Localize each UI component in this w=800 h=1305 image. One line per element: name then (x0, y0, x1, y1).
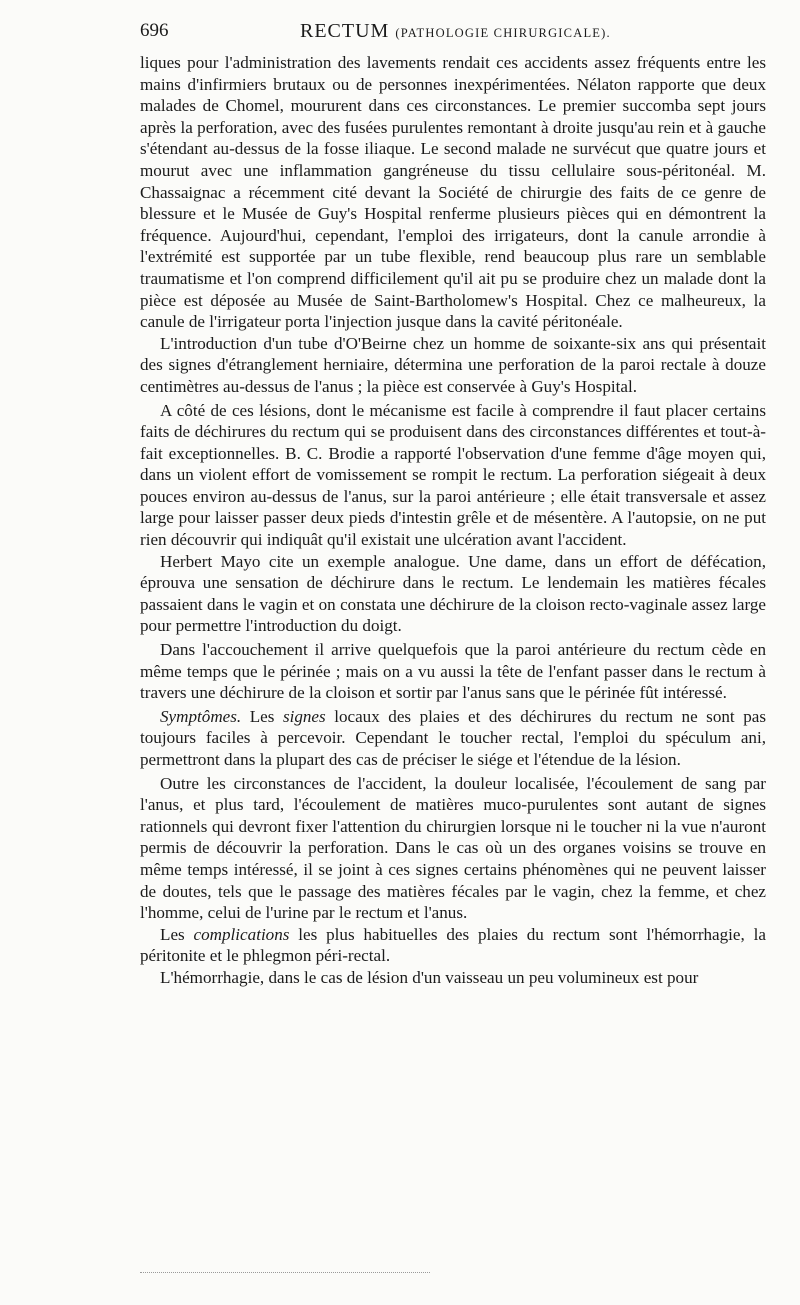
paragraph: L'introduction d'un tube d'O'Beirne chez un homme de soixante-six ans qui présentait des signes d'étranglement herniaire, détermina une perforation de la paroi rectale à douze centimètres au-dessus de l'anus ; la pièce est conservée à Guy's Hospital. (140, 333, 766, 396)
emphasis-signes: signes (282, 706, 326, 726)
paragraph-symptomes (140, 706, 766, 771)
running-header (140, 20, 780, 46)
page-number: 696 (140, 20, 169, 41)
section-heading-symptomes: Symptômes. (160, 706, 242, 726)
paragraph: Outre les circonstances de l'accident, la douleur localisée, l'écoulement de sang par l'anus, et plus tard, l'écoulement de matières muco-purulentes sont autant de signes rationnels qui devront fixer l'attention du chirurgien lorsque ni le toucher ni la vue n'auront permis de découvrir la perforation. Dans le cas où un des organes voisins se trouve en même temps intéressé, il se joint à ces signes certains phénomènes qui ne peuvent laisser de doutes, tels que le passage des matières fécales par le vagin, chez la femme, et chez l'homme, celui de l'urine par le rectum et l'anus. (140, 773, 766, 923)
paragraph: Dans l'accouchement il arrive quelquefois que la paroi antérieure du rectum cède en même temps que le périnée ; mais on a vu aussi la tête de l'enfant passer dans le rectum à travers une déchirure de la cloison et sortir par l'anus sans que le périnée fût intéressé. (140, 640, 766, 703)
footer-rule (140, 1272, 430, 1273)
paragraph: A côté de ces lésions, dont le mécanisme est facile à comprendre il faut placer certains faits de déchirures du rectum qui se produisent dans des circonstances différentes et tout-à-fait exceptionnelles. B. C. Brodie a rapporté l'observation d'une femme d'âge moyen qui, dans un violent effort de vomissement se rompit le rectum. La perforation siégeait à deux pouces environ au-dessus de l'anus, sur la paroi antérieure ; elle était transversale et assez large pour laisser passer deux pieds d'intestin grêle et de mésentère. A l'autopsie, on ne put rien découvrir qui indiquât qu'il existait une ulcération avant l'accident. (140, 400, 766, 550)
running-title-main: RECTUM (300, 20, 390, 42)
paragraph-text: Les (241, 706, 283, 726)
paragraph-text: Les (160, 924, 194, 944)
body-text (140, 52, 766, 989)
paragraph: L'hémorrhagie, dans le cas de lésion d'un vaisseau un peu volumineux est pour (160, 967, 699, 987)
paragraph: Herbert Mayo cite un exemple analogue. Une dame, dans un effort de défécation, éprouva une sensation de déchirure dans le rectum. Le lendemain les matières fécales passaient dans le vagin et on constata une déchirure de la cloison recto-vaginale assez large pour permettre l'introduction du doigt. (140, 551, 766, 636)
paragraph-text: locaux des plaies et des déchirures du rectum ne sont pas toujours faciles à percevoir. Cependant le toucher rectal, l'emploi du spéculum ani, permettront dans la plupart des cas de préciser le siége et l'étendue de la lésion. (140, 706, 766, 769)
running-title-subtitle: (PATHOLOGIE CHIRURGICALE). (395, 26, 611, 40)
paragraph-text: les plus habituelles des plaies du rectum sont l'hémorrhagie, la péritonite et le phlegmon péri-rectal. (140, 924, 766, 966)
paragraph-complications (140, 924, 766, 967)
running-title (300, 20, 611, 43)
emphasis-complications: complications (193, 924, 290, 944)
paragraph: liques pour l'administration des lavements rendait ces accidents assez fréquents entre les mains d'infirmiers brutaux ou de personnes inexpérimentées. Nélaton rapporte que deux malades de Chomel, moururent dans ces circonstances. Le premier succomba sept jours après la perforation, avec des fusées purulentes remontant à droite jusqu'au rein et à gauche s'étendant au-dessus de la fosse iliaque. Le second malade ne survécut que quatre jours et mourut avec une inflammation gangréneuse du tissu cellulaire sous-péritonéal. M. Chassaignac a récemment cité devant la Société de chirurgie des faits de ce genre de blessure et le Musée de Guy's Hospital renferme plusieurs pièces qui en démontrent la fréquence. Aujourd'hui, cependant, l'emploi des irrigateurs, dont la canule arrondie à l'extrémité est supportée par un tube flexible, rend beaucoup plus rare un semblable traumatisme et l'on comprend difficilement qu'il ait pu se produire chez un malade dont la pièce est déposée au Musée de Saint-Bartholomew's Hospital. Chez ce malheureux, la canule de l'irrigateur porta l'injection jusque dans la cavité péritonéale. (140, 53, 766, 332)
